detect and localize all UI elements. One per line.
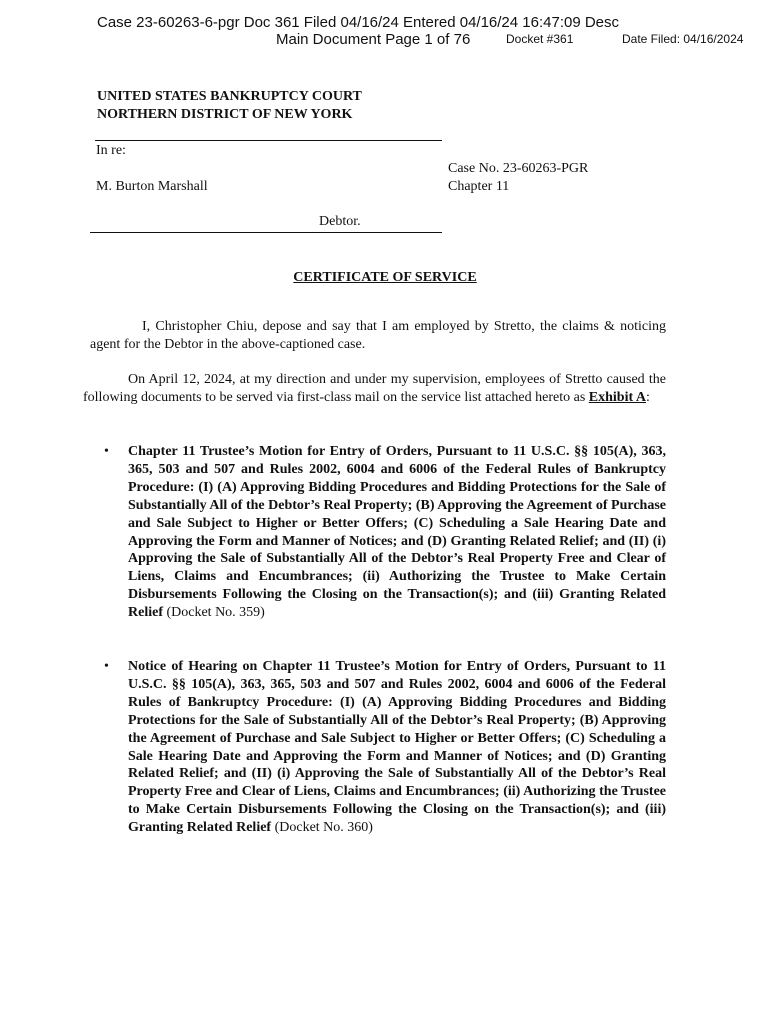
court-name-line1: UNITED STATES BANKRUPTCY COURT: [97, 89, 362, 104]
court-name: [97, 88, 362, 124]
caption-top-rule: [95, 140, 442, 141]
paragraph-service-text: On April 12, 2024, at my direction and under my supervision, employees of Stretto caused the following documents to be served via first-class mail on the service list attached hereto as: [83, 372, 666, 405]
paragraph-deponent: I, Christopher Chiu, depose and say that I am employed by Stretto, the claims & noticing agent for the Debtor in the above-captioned case.: [90, 319, 666, 352]
document-title-text: CERTIFICATE OF SERVICE: [293, 270, 477, 285]
debtor-label: Debtor.: [319, 214, 361, 229]
case-number: Case No. 23-60263-PGR: [448, 161, 589, 176]
list-item: [128, 443, 666, 622]
document-title: [0, 270, 770, 286]
in-re-label: In re:: [96, 143, 126, 158]
list-item: [128, 658, 666, 837]
paragraph-service-end: :: [646, 390, 650, 405]
chapter-label: Chapter 11: [448, 179, 510, 194]
caption-bottom-rule: [90, 232, 442, 233]
item-1-title: Chapter 11 Trustee’s Motion for Entry of Orders, Pursuant to 11 U.S.C. §§ 105(A), 363, 365, 503 and 507 and Rules 2002, 6004 and 6006 of the Federal Rules of Bankruptcy Procedure: (I) (A) Approving Bidding Procedures and Bidding Protections for the Sale of Substantially All of the Debtor’s Real Property; (B) Approving the Agreement of Purchase and Sale Subject to Higher or Better Offers; (C) Scheduling a Sale Hearing Date and Approving the Form and Manner of Notices; and (D) Granting Related Relief; and (II) (i) Approving the Sale of Substantially All of the Debtor’s Real Property Free and Clear of Liens, Claims and Encumbrances; (ii) Authorizing the Trustee to Make Certain Disbursements Following the Closing on the Transaction(s); and (iii) Granting Related Relief: [128, 444, 666, 621]
docket-stamp: Docket #361: [506, 32, 574, 46]
date-filed-stamp: Date Filed: 04/16/2024: [622, 32, 744, 46]
ecf-header-line1: Case 23-60263-6-pgr Doc 361 Filed 04/16/24 Entered 04/16/24 16:47:09 Desc: [97, 14, 620, 31]
bullet-1: •: [104, 444, 109, 459]
bullet-2: •: [104, 659, 109, 674]
item-2-title: Notice of Hearing on Chapter 11 Trustee’s Motion for Entry of Orders, Pursuant to 11 U.S.C. §§ 105(A), 363, 365, 503 and 507 and Rules 2002, 6004 and 6006 of the Federal Rules of Bankruptcy Procedure: (I) (A) Approving Bidding Procedures and Bidding Protections for the Sale of Substantially All of the Debtor’s Real Property; (B) Approving the Agreement of Purchase and Sale Subject to Higher or Better Offers; (C) Scheduling a Sale Hearing Date and Approving the Form and Manner of Notices; and (D) Granting Related Relief; and (II) (i) Approving the Sale of Substantially All of the Debtor’s Real Property Free and Clear of Liens, Claims and Encumbrances; (ii) Authorizing the Trustee to Make Certain Disbursements Following the Closing on the Transaction(s); and (iii) Granting Related Relief: [128, 659, 666, 836]
item-2-docket: (Docket No. 360): [274, 820, 373, 836]
paragraph-service: [83, 371, 666, 407]
exhibit-a-reference: Exhibit A: [588, 390, 646, 405]
item-1-docket: (Docket No. 359): [166, 605, 265, 621]
court-name-line2: NORTHERN DISTRICT OF NEW YORK: [97, 107, 353, 122]
ecf-header-line2: Main Document Page 1 of 76: [276, 31, 471, 48]
debtor-name: M. Burton Marshall: [96, 179, 208, 194]
